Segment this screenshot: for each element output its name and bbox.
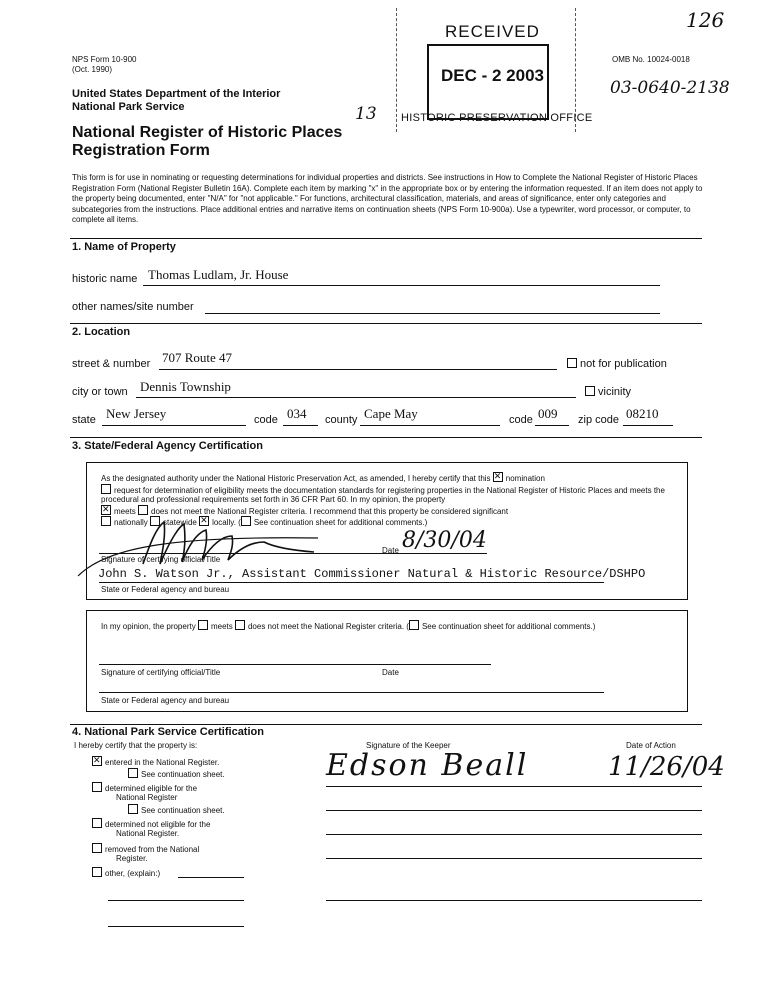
street-value[interactable]: 707 Route 47 (162, 350, 233, 365)
state-code-line (283, 425, 318, 426)
keeper-line-4 (326, 858, 702, 859)
keeper-line-5 (326, 900, 702, 901)
section-3-heading: 3. State/Federal Agency Certification (72, 440, 263, 452)
does-not-meet-label: does not meet the National Register criteria. I recommend that this property be considered significant (151, 506, 509, 516)
form-title-line-1: National Register of Historic Places (72, 124, 343, 141)
county-line (360, 425, 500, 426)
certifying-official: John S. Watson Jr., Assistant Commissioner Natural & Historic Resource/DSHPO (98, 567, 646, 581)
department-name: United States Department of the Interior (72, 88, 281, 100)
city-label: city or town (72, 386, 128, 398)
agency-name: National Park Service (72, 101, 185, 113)
received-stamp (396, 8, 593, 132)
request-checkbox[interactable] (101, 484, 111, 494)
other-names-line (205, 313, 660, 314)
reference-number: 03-0640-2138 (610, 78, 730, 98)
entered-continuation[interactable] (128, 768, 225, 780)
section-rule (70, 238, 702, 239)
signature-line (99, 553, 487, 554)
removed-option[interactable] (92, 843, 199, 855)
does-not-meet-checkbox[interactable] (138, 505, 148, 515)
explain-line-2 (108, 926, 244, 927)
county-code-label: code (509, 414, 533, 426)
date-label: Date (382, 546, 399, 555)
other-checkbox[interactable] (92, 867, 102, 877)
section-rule (70, 323, 702, 324)
eligible-label: determined eligible for the (105, 784, 198, 793)
opinion-meets-checkbox[interactable] (198, 620, 208, 630)
stamp-received: RECEIVED (445, 22, 540, 41)
stamp-office: HISTORIC PRESERVATION OFFICE (401, 112, 593, 124)
state-value[interactable]: New Jersey (106, 406, 167, 421)
not-eligible-checkbox[interactable] (92, 818, 102, 828)
city-line (136, 397, 576, 398)
entered-option[interactable] (92, 756, 219, 768)
opinion-text-2: does not meet the National Register criteria. ( (247, 622, 409, 631)
stamp-date: DEC - 2 2003 (441, 66, 544, 85)
form-title (72, 124, 342, 160)
keeper-line-3 (326, 834, 702, 835)
keeper-line-1 (326, 786, 702, 787)
handwritten-mark: 13 (355, 104, 377, 124)
opinion-text-1: In my opinion, the property (101, 622, 196, 631)
vicinity-label: vicinity (598, 386, 632, 398)
signature-line-2 (99, 664, 491, 665)
removed-label-2: Register. (116, 854, 148, 863)
opinion-meets-label: meets (210, 622, 233, 631)
not-eligible-label-2: National Register. (116, 829, 180, 838)
state-code-label: code (254, 414, 278, 426)
signature-label: Signature of certifying official/Title (101, 555, 221, 564)
omb-number: OMB No. 10024-0018 (612, 55, 690, 64)
vicinity[interactable] (585, 386, 631, 398)
continuation-label: See continuation sheet for additional comments.) (253, 518, 428, 527)
agency-line (99, 582, 604, 583)
county-label: county (325, 414, 358, 426)
historic-name-label: historic name (72, 273, 138, 285)
other-names-label: other names/site number (72, 301, 194, 313)
state-line (102, 425, 246, 426)
section-1-heading: 1. Name of Property (72, 241, 176, 253)
eligible-continuation-checkbox[interactable] (128, 804, 138, 814)
agency-label: State or Federal agency and bureau (101, 585, 230, 594)
agency-label-2: State or Federal agency and bureau (101, 696, 230, 705)
date-label-2: Date (382, 668, 399, 677)
other-line (178, 877, 244, 878)
form-title-line-2: Registration Form (72, 142, 210, 159)
street-label: street & number (72, 358, 151, 370)
keeper-signature: Edson Beall (326, 748, 529, 783)
certification-date: 8/30/04 (402, 528, 487, 553)
statewide-label: statewide (163, 518, 197, 527)
other-option[interactable] (92, 867, 160, 879)
county-code-line (535, 425, 569, 426)
certify-statement: I hereby certify that the property is: (74, 741, 198, 750)
agency-line-2 (99, 692, 604, 693)
historic-name-value[interactable]: Thomas Ludlam, Jr. House (148, 267, 289, 282)
state-code-value[interactable]: 034 (287, 406, 307, 421)
nomination-checkbox[interactable] (493, 472, 503, 482)
eligible-option[interactable] (92, 782, 197, 794)
keeper-line-2 (326, 810, 702, 811)
section-4-heading: 4. National Park Service Certification (72, 726, 264, 738)
form-date: (Oct. 1990) (72, 65, 113, 74)
certification-text-1: As the designated authority under the National Historic Preservation Act, as amended, I hereby certify that this (101, 474, 491, 483)
not-eligible-option[interactable] (92, 818, 210, 830)
street-line (159, 369, 557, 370)
section-rule (70, 437, 702, 438)
action-date-label: Date of Action (626, 741, 676, 750)
entered-label: entered in the National Register. (105, 758, 220, 767)
removed-label: removed from the National (105, 845, 200, 854)
signature-label-2: Signature of certifying official/Title (101, 668, 221, 677)
eligible-label-2: National Register (116, 793, 178, 802)
meets-label: meets (114, 506, 136, 516)
opinion-continuation-checkbox[interactable] (409, 620, 419, 630)
entered-continuation-label: See continuation sheet. (141, 770, 225, 779)
certification-text-2: request for determination of eligibility meets the documentation standards for registering properties in the National Register of Historic Places and meets the procedural and professional requirements set forth in 36 CFR Part 60. In my opinion, the property (101, 485, 665, 504)
keeper-label: Signature of the Keeper (366, 741, 451, 750)
state-label: state (72, 414, 96, 426)
nationally-label: nationally (114, 518, 148, 527)
not-for-publication[interactable] (567, 358, 667, 370)
vicinity-checkbox[interactable] (585, 386, 595, 396)
action-date: 11/26/04 (608, 752, 725, 782)
entered-checkbox[interactable] (92, 756, 102, 766)
page-mark: 126 (686, 8, 725, 32)
opinion-does-not-meet-checkbox[interactable] (235, 620, 245, 630)
not-for-publication-label: not for publication (580, 358, 667, 370)
section-2-heading: 2. Location (72, 326, 131, 338)
section-rule (70, 724, 702, 725)
opinion-text-3: See continuation sheet for additional comments.) (421, 622, 596, 631)
city-value[interactable]: Dennis Township (140, 379, 231, 394)
locally-label: locally. ( (212, 518, 241, 527)
zip-line (623, 425, 673, 426)
zip-label: zip code (578, 414, 619, 426)
not-eligible-label: determined not eligible for the (105, 820, 211, 829)
instructions-text: This form is for use in nominating or requesting determinations for individual properties and districts. See instructions in How to Complete the National Register of Historic Places Registration Form (National Register Bulletin 16A). Complete each item by marking "x" in the appropriate box or by entering the information requested. If an item does not apply to the property being documented, enter "N/A" for "not applicable." For functions, architectural classification, materials, and areas of significance, enter only categories and subcategories from the instructions. Place additional entries and narrative items on continuation sheets (NPS Form 10-900a). Use a typewriter, word processor, or computer, to complete all items. (72, 173, 703, 224)
county-value[interactable]: Cape May (364, 406, 418, 421)
stamp-date-box (427, 44, 549, 120)
eligible-checkbox[interactable] (92, 782, 102, 792)
eligible-continuation[interactable] (128, 804, 225, 816)
county-code-value[interactable]: 009 (538, 406, 558, 421)
form-number: NPS Form 10-900 (72, 55, 137, 64)
nomination-label: nomination (505, 474, 545, 483)
zip-value[interactable]: 08210 (626, 406, 659, 421)
entered-continuation-checkbox[interactable] (128, 768, 138, 778)
eligible-continuation-label: See continuation sheet. (141, 806, 225, 815)
not-for-publication-checkbox[interactable] (567, 358, 577, 368)
explain-line-1 (108, 900, 244, 901)
opinion-text (101, 620, 661, 632)
other-label: other, (explain:) (105, 869, 161, 878)
removed-checkbox[interactable] (92, 843, 102, 853)
meets-checkbox[interactable] (101, 505, 111, 515)
historic-name-line (143, 285, 660, 286)
